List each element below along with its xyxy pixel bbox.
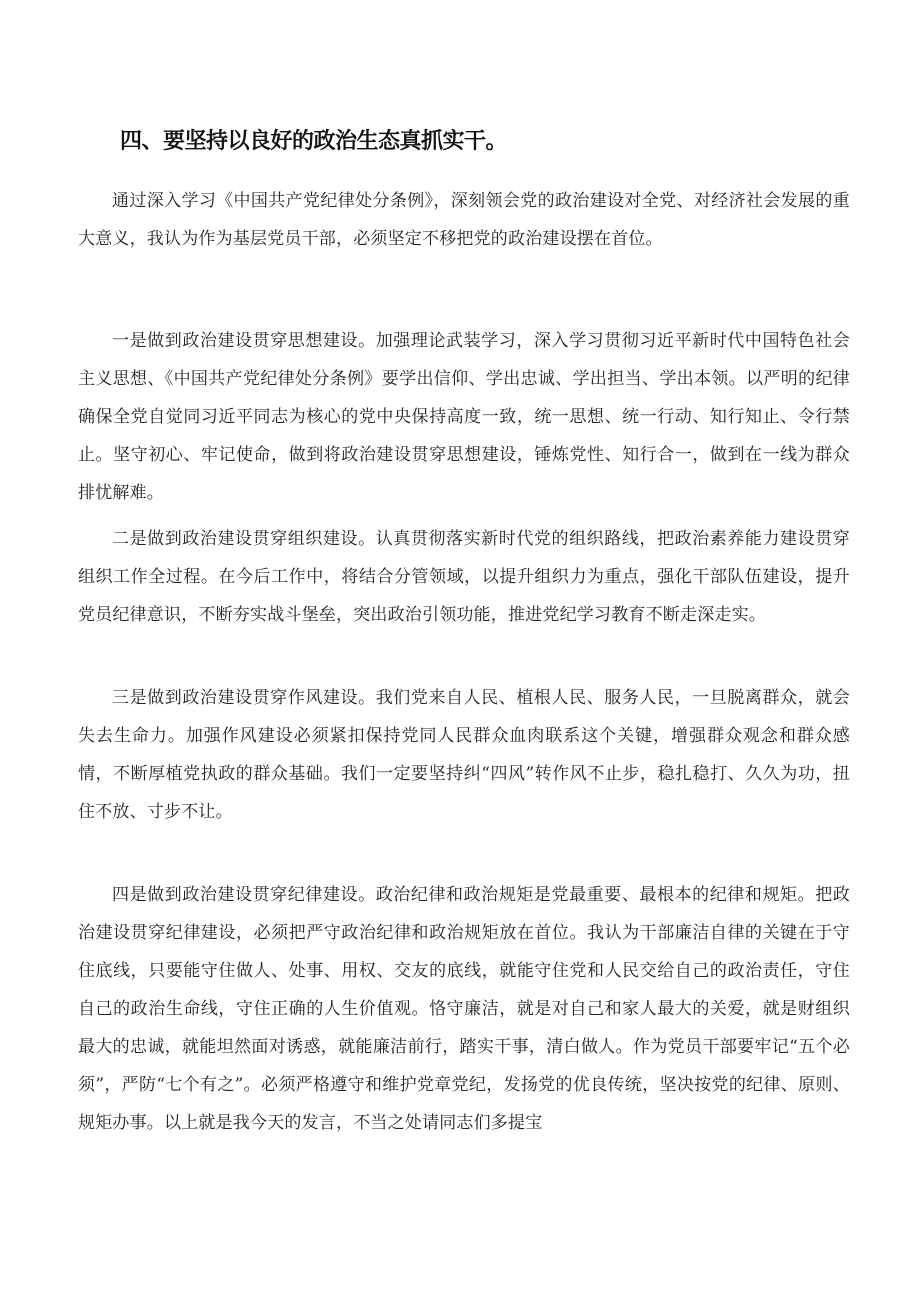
section-heading: 四、要坚持以良好的政治生态真抓实干。 — [120, 129, 508, 154]
paragraph-thought-building: 一是做到政治建设贯穿思想建设。加强理论武装学习，深入学习贯彻习近平新时代中国特色社会主义思想、《中国共产党纪律处分条例》要学出信仰、学出忠诚、学出担当、学出本领。以严明的纪律确保全党自觉同习近平同志为核心的党中央保持高度一致，统一思想、统一行动、知行知止、令行禁止。坚守初心、牢记使命，做到将政治建设贯穿思想建设，锤炼党性、知行合一，做到在一线为群众排忧解难。 — [78, 331, 850, 503]
paragraph-organization-building: 二是做到政治建设贯穿组织建设。认真贯彻落实新时代党的组织路线，把政治素养能力建设贯穿组织工作全过程。在今后工作中，将结合分管领域，以提升组织力为重点，强化干部队伍建设，提升党员纪律意识，不断夯实战斗堡垒，突出政治引领功能，推进党纪学习教育不断走深走实。 — [78, 529, 850, 625]
paragraph-discipline-building: 四是做到政治建设贯穿纪律建设。政治纪律和政治规矩是党最重要、最根本的纪律和规矩。把政治建设贯穿纪律建设，必须把严守政治纪律和政治规矩放在首位。我认为干部廉洁自律的关键在于守住底线，只要能守住做人、处事、用权、交友的底线，就能守住党和人民交给自己的政治责任，守住自己的政治生命线，守住正确的人生价值观。恪守廉洁，就是对自己和家人最大的关爱，就是财组织最大的忠诚，就能坦然面对诱惑，就能廉洁前行，踏实干事，清白做人。作为党员干部要牢记“五个必须”，严防“七个有之”。必须严格遵守和维护党章党纪，发扬党的优良传统，坚决按党的纪律、原则、规矩办事。以上就是我今天的发言，不当之处请同志们多提宝 — [78, 885, 850, 1133]
paragraph-style-building: 三是做到政治建设贯穿作风建设。我们党来自人民、植根人民、服务人民，一旦脱离群众，就会失去生命力。加强作风建设必须紧扣保持党同人民群众血肉联系这个关键，增强群众观念和群众感情，不断厚植党执政的群众基础。我们一定要坚持纠“四风”转作风不止步，稳扎稳打、久久为功，扭住不放、寸步不让。 — [78, 688, 850, 822]
paragraph-intro: 通过深入学习《中国共产党纪律处分条例》，深刻领会党的政治建设对全党、对经济社会发展的重大意义，我认为作为基层党员干部，必须坚定不移把党的政治建设摆在首位。 — [78, 191, 850, 249]
